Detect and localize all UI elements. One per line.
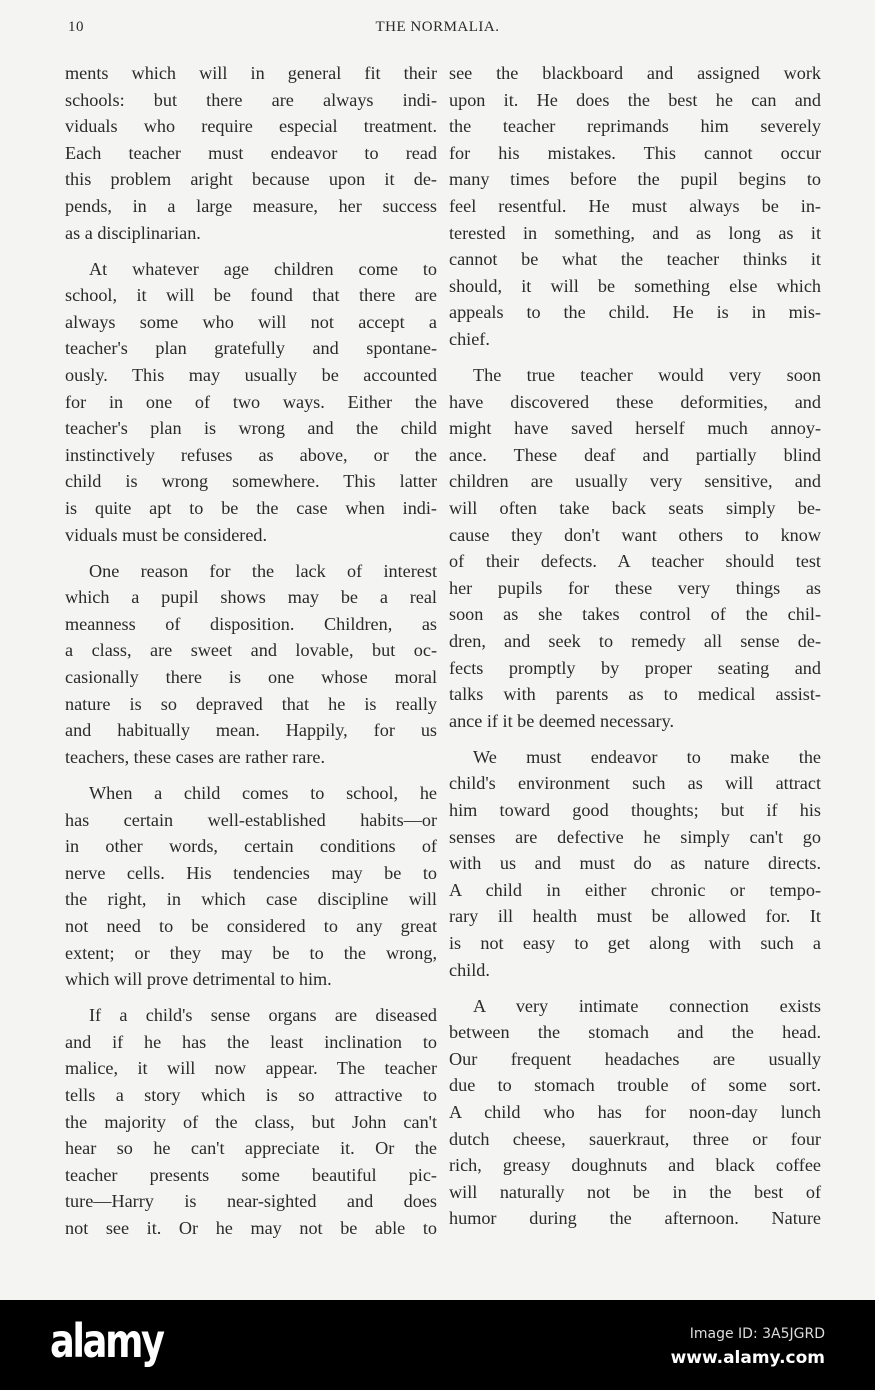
text-line: hear so he can't appreciate it. Or the (65, 1138, 437, 1159)
page-number: 10 (68, 19, 84, 35)
text-line: ance if it be deemed necessary. (449, 710, 675, 731)
text-line: talks with parents as to medical assist- (449, 684, 821, 705)
text-line: senses are defective he simply can't go (449, 826, 821, 847)
text-line: with us and must do as nature directs. (449, 853, 821, 874)
text-line: When a child comes to school, he (89, 782, 437, 803)
text-line: for in one of two ways. Either the (65, 391, 437, 412)
text-line: is not easy to get along with such a (449, 933, 821, 953)
text-line: ments which will in general fit their (65, 63, 437, 83)
text-line: see the blackboard and assigned work (449, 63, 821, 83)
text-line: appeals to the child. He is in mis- (449, 302, 821, 323)
text-line: viduals who require especial treatment. (65, 116, 437, 137)
text-line: A very intimate connection exists (473, 995, 821, 1016)
text-line: a class, are sweet and lovable, but oc- (65, 640, 437, 661)
text-line: fects promptly by proper seating and (449, 657, 821, 678)
paragraph (65, 780, 437, 993)
paragraph (449, 362, 821, 734)
text-line: We must endeavor to make the (473, 746, 821, 767)
text-line: teacher presents some beautiful pic- (65, 1164, 437, 1185)
text-line: will naturally not be in the best of (449, 1181, 821, 1202)
text-line: will often take back seats simply be- (449, 498, 821, 518)
text-line: teacher's plan gratefully and spontane- (65, 338, 437, 359)
text-line: ously. This may usually be accounted (65, 365, 437, 386)
text-line: casionally there is one whose moral (65, 667, 437, 688)
running-title: THE NORMALIA. (375, 19, 500, 35)
text-line: many times before the pupil begins to (449, 169, 821, 190)
text-line: child is wrong somewhere. This latter (65, 471, 437, 492)
paragraph (65, 60, 437, 246)
text-line: A child in either chronic or tempo- (449, 879, 821, 900)
text-line: chief. (449, 328, 490, 349)
text-line: ture—Harry is near-sighted and does (65, 1191, 437, 1212)
text-line: the majority of the class, but John can't (65, 1111, 437, 1132)
text-line: extent; or they may be to the wrong, (65, 942, 437, 963)
text-line: this problem aright because upon it de- (65, 169, 437, 190)
paragraph (449, 744, 821, 983)
text-line: rich, greasy doughnuts and black coffee (449, 1155, 821, 1176)
text-line: tells a story which is so attractive to (65, 1084, 437, 1105)
text-line: is quite apt to be the case when indi- (65, 498, 437, 518)
text-line: instinctively refuses as above, or the (65, 444, 437, 465)
text-line: and habitually mean. Happily, for us (65, 720, 437, 741)
text-line: At whatever age children come to (89, 258, 437, 279)
text-line: child. (449, 959, 490, 980)
image-id: Image ID: 3A5JGRD (689, 1326, 825, 1342)
text-line: viduals must be considered. (65, 524, 268, 545)
text-line: One reason for the lack of interest (89, 560, 437, 581)
text-line: pends, in a large measure, her success (65, 195, 437, 216)
text-line: him toward good thoughts; but if his (449, 800, 821, 821)
text-line: should, it will be something else which (449, 275, 821, 296)
text-line: A child who has for noon-day lunch (449, 1102, 821, 1123)
text-line: rary ill health must be allowed for. It (449, 906, 821, 927)
text-line: upon it. He does the best he can and (449, 89, 821, 110)
text-line: child's environment such as will attract (449, 773, 821, 794)
text-line: of their defects. A teacher should test (449, 551, 821, 572)
text-line: terested in something, and as long as it (449, 222, 821, 243)
text-line: ance. These deaf and partially blind (449, 444, 821, 465)
watermark-footer (0, 1300, 875, 1390)
text-line: the right, in which case discipline will (65, 889, 437, 910)
text-line: which will prove detrimental to him. (65, 969, 332, 990)
text-line: always some who will not accept a (65, 311, 437, 332)
text-line: The true teacher would very soon (473, 365, 821, 386)
alamy-logo: alamy (50, 1314, 163, 1368)
text-line: nature is so depraved that he is really (65, 693, 437, 714)
text-line: which a pupil shows may be a real (65, 587, 437, 608)
text-line: nerve cells. His tendencies may be to (65, 862, 437, 883)
text-line: have discovered these deformities, and (449, 391, 821, 412)
text-line: cause they don't want others to know (449, 524, 821, 545)
right-column (449, 60, 821, 1242)
text-line: not see it. Or he may not be able to (65, 1217, 437, 1238)
text-line: soon as she takes control of the chil- (449, 604, 821, 625)
text-line: might have saved herself much annoy- (449, 418, 821, 439)
text-line: and if he has the least inclination to (65, 1031, 437, 1052)
text-line: has certain well-established habits—or (65, 809, 437, 830)
text-line: school, it will be found that there are (65, 285, 437, 306)
text-line: meanness of disposition. Children, as (65, 613, 437, 634)
text-line: dren, and seek to remedy all sense de- (449, 630, 821, 651)
text-line: Each teacher must endeavor to read (65, 142, 437, 163)
text-line: not need to be considered to any great (65, 915, 437, 936)
paragraph (449, 60, 821, 353)
text-line: schools: but there are always indi- (65, 89, 437, 110)
text-line: due to stomach trouble of some sort. (449, 1075, 821, 1096)
text-line: teachers, these cases are rather rare. (65, 746, 326, 767)
text-line: her pupils for these very things as (449, 577, 821, 598)
site-url: www.alamy.com (670, 1348, 825, 1368)
text-line: If a child's sense organs are diseased (89, 1005, 437, 1026)
paragraph (65, 558, 437, 771)
text-line: as a disciplinarian. (65, 222, 201, 243)
paragraph (65, 256, 437, 549)
text-line: between the stomach and the head. (449, 1022, 821, 1043)
text-line: for his mistakes. This cannot occur (449, 142, 821, 163)
text-line: malice, it will now appear. The teacher (65, 1058, 437, 1079)
paragraph (65, 1002, 437, 1241)
text-line: humor during the afternoon. Nature (449, 1208, 821, 1229)
text-line: teacher's plan is wrong and the child (65, 418, 437, 439)
text-line: dutch cheese, sauerkraut, three or four (449, 1128, 821, 1149)
paragraph (449, 993, 821, 1232)
text-line: children are usually very sensitive, and (449, 471, 821, 492)
text-line: Our frequent headaches are usually (449, 1048, 821, 1069)
text-line: the teacher reprimands him severely (449, 116, 821, 137)
left-column (65, 60, 437, 1251)
text-line: cannot be what the teacher thinks it (449, 249, 821, 270)
text-line: feel resentful. He must always be in- (449, 195, 821, 216)
text-line: in other words, certain conditions of (65, 836, 437, 857)
